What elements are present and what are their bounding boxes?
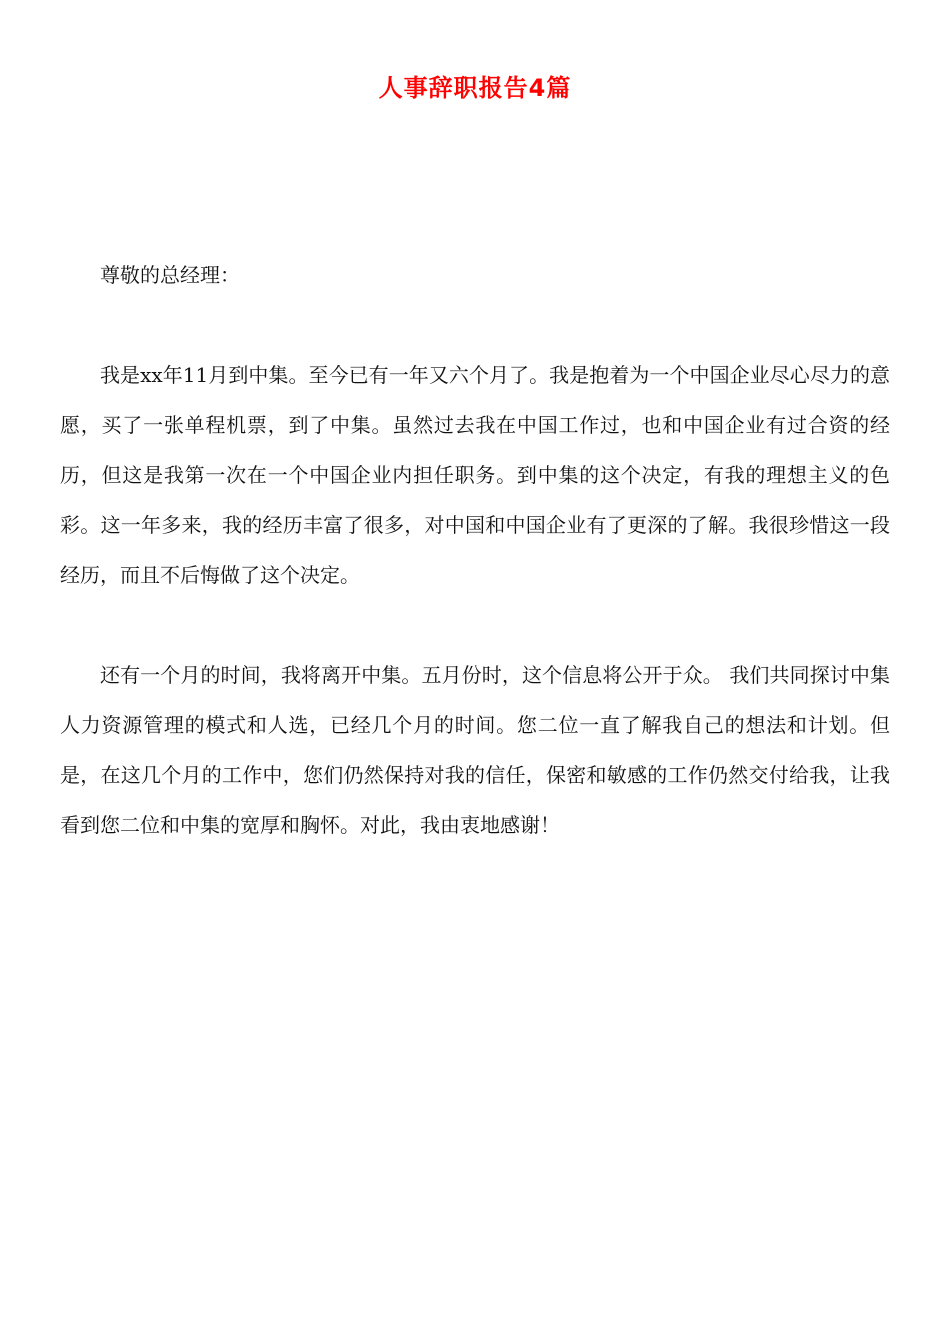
paragraph-2: 还有一个月的时间，我将离开中集。五月份时，这个信息将公开于众。 我们共同探讨中集人力资源管理的模式和人选，已经几个月的时间。您二位一直了解我自己的想法和计划。但是，在这几个月的工作中，您们仍然保持对我的信任，保密和敏感的工作仍然交付给我，让我看到您二位和中集的宽厚和胸怀。对此，我由衷地感谢！ [60,663,890,837]
document-body [60,250,890,900]
salutation: 尊敬的总经理： [100,263,240,287]
document-title: 人事辞职报告4篇 [378,74,572,102]
paragraph-1: 我是xx年11月到中集。至今已有一年又六个月了。我是抱着为一个中国企业尽心尽力的意愿，买了一张单程机票，到了中集。虽然过去我在中国工作过，也和中国企业有过合资的经历，但这是我第一次在一个中国企业内担任职务。到中集的这个决定，有我的理想主义的色彩。这一年多来，我的经历丰富了很多，对中国和中国企业有了更深的了解。我很珍惜这一段经历，而且不后悔做了这个决定。 [60,363,890,587]
